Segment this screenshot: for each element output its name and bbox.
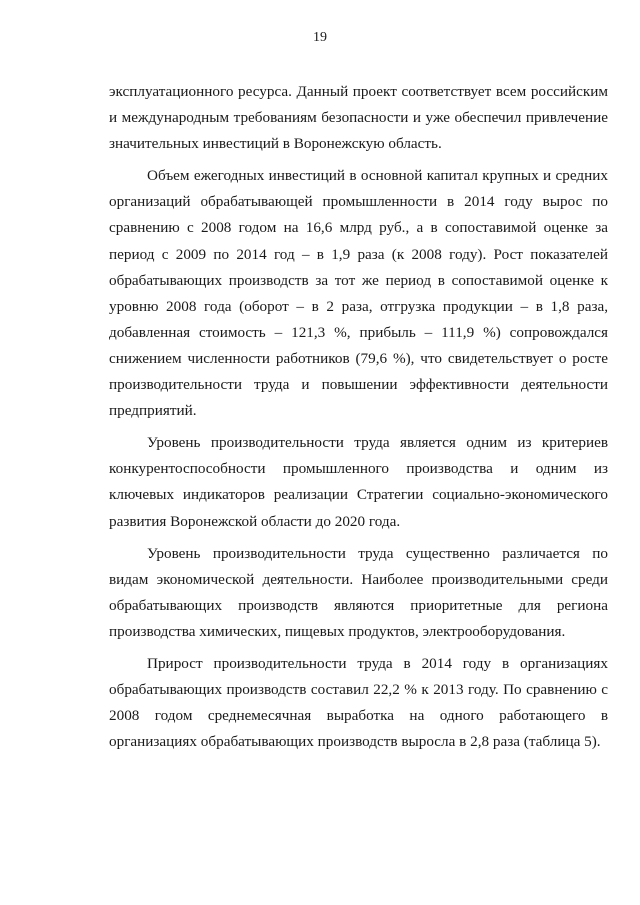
- paragraph-productivity-by-activity: Уровень производительности труда существенно различается по видам экономической деятельности. Наиболее производительными среди обрабатывающих производств являются приоритетные для региона производства химических, пищевых продуктов, электрооборудования.: [109, 544, 608, 640]
- paragraph-productivity-growth: Прирост производительности труда в 2014 году в организациях обрабатывающих производств составил 22,2 % к 2013 году. По сравнению с 2008 годом среднемесячная выработка на одного работающего в организациях обрабатывающих производств выросла в 2,8 раза (таблица 5).: [109, 654, 608, 751]
- paragraph-investments: Объем ежегодных инвестиций в основной капитал крупных и средних организаций обрабатывающей промышленности в 2014 году вырос по сравнению с 2008 годом на 16,6 млрд руб., а в сопоставимой оценке за период с 2009 по 2014 год – в 1,9 раза (к 2008 году). Рост показателей обрабатывающих производств за тот же период в сопоставимой оценке к уровню 2008 года (оборот – в 2 раза, отгрузка продукции – в 1,8 раза, добавленная стоимость – 121,3 %, прибыль – 111,9 %) сопровождался снижением численности работников (79,6 %), что свидетельствует о росте производительности труда и повышении эффективности деятельности предприятий.: [109, 167, 608, 420]
- document-body: [109, 79, 608, 761]
- page-number: 19: [313, 30, 327, 45]
- paragraph-continuation: эксплуатационного ресурса. Данный проект соответствует всем российским и международным требованиям безопасности и уже обеспечил привлечение значительных инвестиций в Воронежскую область.: [109, 83, 608, 153]
- paragraph-productivity-criteria: Уровень производительности труда является одним из критериев конкурентоспособности промышленного производства и одним из ключевых индикаторов реализации Стратегии социально-экономического развития Воронежской области до 2020 года.: [109, 434, 608, 530]
